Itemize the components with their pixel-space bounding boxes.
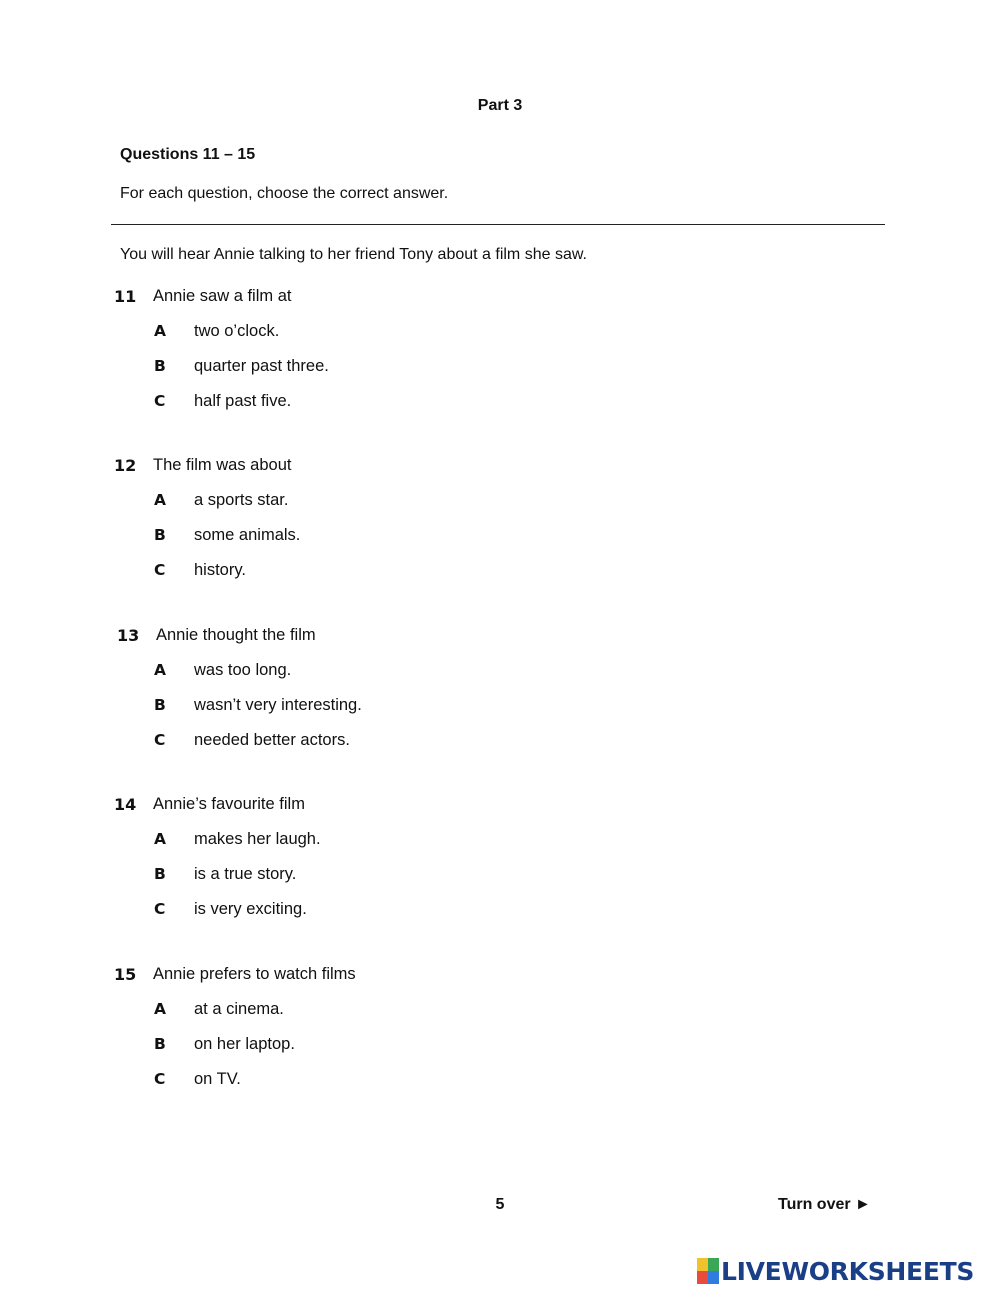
option-text: two o’clock. — [194, 322, 280, 340]
logo-text: LIVEWORKSHEETS — [721, 1256, 975, 1286]
logo-mark-icon — [697, 1258, 719, 1284]
question-stem: Annie prefers to watch films — [153, 965, 356, 983]
question-15 — [114, 965, 874, 1105]
option-letter: A — [154, 1000, 166, 1018]
divider — [111, 224, 885, 225]
questions-range-heading: Questions 11 – 15 — [120, 146, 256, 163]
question-number: 14 — [114, 795, 137, 814]
option-14-a[interactable] — [114, 830, 874, 865]
option-letter: C — [154, 561, 166, 579]
logo-block — [697, 1271, 708, 1284]
option-15-b[interactable] — [114, 1035, 874, 1070]
question-stem: Annie thought the film — [156, 626, 316, 644]
option-letter: B — [154, 526, 166, 544]
option-text: needed better actors. — [194, 731, 350, 749]
option-text: some animals. — [194, 526, 301, 544]
option-12-a[interactable] — [114, 491, 874, 526]
option-12-b[interactable] — [114, 526, 874, 561]
question-stem: Annie’s favourite film — [153, 795, 305, 813]
option-text: on her laptop. — [194, 1035, 295, 1053]
question-11 — [114, 287, 874, 427]
option-letter: B — [154, 696, 166, 714]
option-text: is very exciting. — [194, 900, 307, 918]
question-number: 11 — [114, 287, 137, 306]
question-12 — [114, 456, 874, 596]
option-letter: C — [154, 1070, 166, 1088]
option-15-a[interactable] — [114, 1000, 874, 1035]
intro-text: You will hear Annie talking to her friend Tony about a film she saw. — [120, 246, 587, 263]
option-12-c[interactable] — [114, 561, 874, 596]
option-text: half past five. — [194, 392, 292, 410]
option-text: was too long. — [194, 661, 292, 679]
question-stem: Annie saw a film at — [153, 287, 292, 305]
option-15-c[interactable] — [114, 1070, 874, 1105]
question-14 — [114, 795, 874, 935]
option-text: a sports star. — [194, 491, 289, 509]
option-11-a[interactable] — [114, 322, 874, 357]
option-letter: B — [154, 1035, 166, 1053]
question-number: 12 — [114, 456, 137, 475]
question-number: 15 — [114, 965, 137, 984]
option-14-c[interactable] — [114, 900, 874, 935]
turn-over-label: Turn over ► — [778, 1196, 871, 1213]
option-text: wasn’t very interesting. — [194, 696, 362, 714]
option-11-c[interactable] — [114, 392, 874, 427]
option-letter: A — [154, 661, 166, 679]
liveworksheets-logo — [697, 1255, 974, 1287]
option-letter: A — [154, 830, 166, 848]
option-13-b[interactable] — [114, 696, 874, 731]
option-text: quarter past three. — [194, 357, 329, 375]
logo-block — [708, 1271, 719, 1284]
question-number: 13 — [117, 626, 140, 645]
option-letter: A — [154, 322, 166, 340]
option-11-b[interactable] — [114, 357, 874, 392]
option-13-a[interactable] — [114, 661, 874, 696]
option-text: history. — [194, 561, 246, 579]
option-13-c[interactable] — [114, 731, 874, 766]
question-13 — [117, 626, 877, 766]
option-14-b[interactable] — [114, 865, 874, 900]
question-stem: The film was about — [153, 456, 292, 474]
option-text: is a true story. — [194, 865, 297, 883]
part-title: Part 3 — [477, 97, 523, 114]
option-letter: A — [154, 491, 166, 509]
logo-block — [697, 1258, 708, 1271]
page-number: 5 — [495, 1196, 505, 1213]
option-letter: B — [154, 865, 166, 883]
logo-block — [708, 1258, 719, 1271]
option-letter: C — [154, 900, 166, 918]
option-letter: C — [154, 392, 166, 410]
option-text: makes her laugh. — [194, 830, 321, 848]
option-text: at a cinema. — [194, 1000, 284, 1018]
option-text: on TV. — [194, 1070, 241, 1088]
option-letter: B — [154, 357, 166, 375]
instruction-text: For each question, choose the correct answer. — [120, 185, 449, 202]
option-letter: C — [154, 731, 166, 749]
